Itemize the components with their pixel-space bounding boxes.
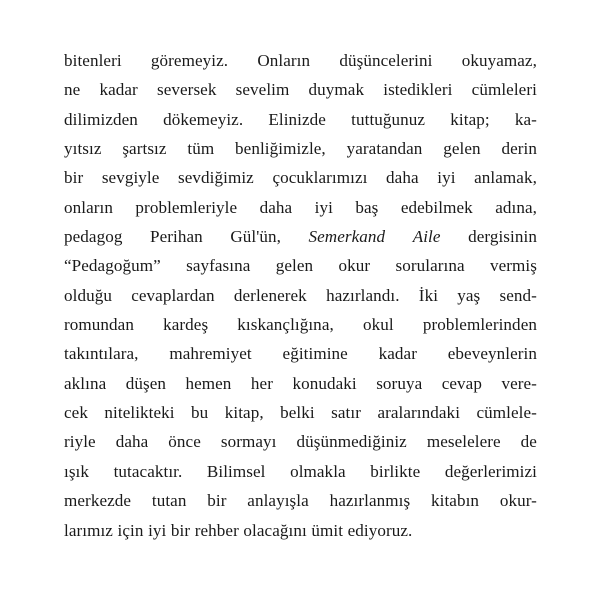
word: tüm	[187, 139, 215, 159]
word: ümit	[311, 520, 344, 540]
text-line	[64, 251, 537, 280]
word: daha	[259, 197, 293, 217]
word: aralarındaki	[377, 403, 461, 423]
text-line	[64, 427, 537, 456]
word: dökemeyiz.	[163, 109, 244, 129]
word: konudaki	[292, 373, 357, 393]
word: anlayışla	[247, 491, 309, 511]
word: ediyoruz.	[347, 520, 413, 540]
word: okul	[362, 315, 394, 335]
word: sevelim	[235, 80, 290, 100]
word: kitap,	[224, 403, 264, 423]
word: duymak	[308, 80, 365, 100]
word: romundan	[64, 315, 134, 335]
word: kadar	[378, 344, 417, 364]
word: tutacaktır.	[113, 461, 183, 481]
word: adına,	[495, 197, 537, 217]
word: belki	[280, 403, 315, 423]
word: Bilimsel	[206, 461, 266, 481]
word: meselelere	[426, 432, 501, 452]
word: kardeş	[163, 315, 209, 335]
word: hemen	[185, 373, 232, 393]
body-paragraph	[64, 46, 537, 545]
word: bir	[170, 520, 191, 540]
text-line	[64, 193, 537, 222]
word: yaratandan	[346, 139, 423, 159]
word: yaş	[457, 285, 481, 305]
word: daha	[386, 168, 419, 188]
word: kitap;	[450, 109, 490, 129]
word: ebeveynlerin	[447, 344, 537, 364]
word: gelen	[275, 256, 314, 276]
word: Perihan	[150, 227, 203, 247]
text-line	[64, 134, 537, 163]
word: riyle	[64, 432, 96, 452]
word: cümleleri	[471, 80, 537, 100]
word: düşüncelerini	[339, 51, 433, 70]
word: “Pedagoğum”	[64, 256, 161, 276]
word: çocuklarımızı	[272, 168, 368, 188]
word: olacağını	[243, 520, 307, 540]
word: kadar	[99, 80, 138, 100]
word: olduğu	[64, 285, 112, 305]
text-line	[64, 105, 537, 134]
word: için	[117, 520, 144, 540]
word: İki	[418, 285, 439, 305]
text-line	[64, 163, 537, 192]
word: send-	[499, 285, 537, 305]
word: eğitimine	[282, 344, 348, 364]
word: derin	[501, 139, 537, 159]
word: dergisinin	[468, 227, 537, 247]
word: problemlerinden	[422, 315, 537, 335]
word: ka-	[514, 109, 537, 129]
word: hazırlandı.	[326, 285, 400, 305]
word: larımız	[64, 520, 113, 540]
word: her	[250, 373, 273, 393]
text-line	[64, 222, 537, 251]
word: şartsız	[122, 139, 167, 159]
word: yıtsız	[64, 139, 102, 159]
word: ışık	[64, 461, 90, 481]
word: Semerkand	[308, 227, 386, 247]
word: anlamak,	[474, 168, 537, 188]
word: okur	[338, 256, 371, 276]
word: Aile	[412, 227, 441, 247]
text-line	[64, 46, 537, 75]
word: tutan	[151, 491, 187, 511]
word: iyi	[437, 168, 456, 188]
word: benliğimizle,	[235, 139, 326, 159]
word: cek	[64, 403, 88, 423]
word: ne	[64, 80, 81, 100]
word: iyi	[148, 520, 167, 540]
word: nitelikteki	[104, 403, 175, 423]
word: hazırlanmış	[329, 491, 411, 511]
word: Gül'ün,	[230, 227, 281, 247]
word: okur-	[499, 491, 537, 511]
word: pedagog	[64, 227, 123, 247]
word: tuttuğunuz	[351, 109, 426, 129]
word: okuyamaz,	[461, 51, 537, 70]
word: kitabın	[431, 491, 480, 511]
word: aklına	[64, 373, 107, 393]
word: onların	[64, 197, 113, 217]
word: de	[520, 432, 537, 452]
text-line	[64, 339, 537, 368]
word: olmakla	[290, 461, 346, 481]
word: bir	[207, 491, 227, 511]
word: vermiş	[489, 256, 537, 276]
word: sormayı	[220, 432, 277, 452]
word: problemleriyle	[135, 197, 238, 217]
word: mahremiyet	[169, 344, 252, 364]
word: edebilmek	[400, 197, 473, 217]
word: sayfasına	[186, 256, 251, 276]
word: vere-	[501, 373, 537, 393]
text-line	[64, 516, 537, 545]
word: bu	[191, 403, 209, 423]
word: seversek	[156, 80, 217, 100]
word: cevaplardan	[131, 285, 215, 305]
word: daha	[115, 432, 149, 452]
word: bitenleri	[64, 51, 122, 70]
word: cevap	[441, 373, 482, 393]
word: dilimizden	[64, 109, 138, 129]
word: merkezde	[64, 491, 132, 511]
word: rehber	[194, 520, 239, 540]
text-line	[64, 486, 537, 515]
text-column	[64, 46, 537, 545]
word: sevdiğimiz	[178, 168, 254, 188]
word: gelen	[443, 139, 481, 159]
word: sevgiyle	[101, 168, 160, 188]
word: istedikleri	[383, 80, 453, 100]
word: soruya	[376, 373, 423, 393]
word: derlenerek	[233, 285, 307, 305]
word: göremeyiz.	[150, 51, 229, 70]
word: satır	[331, 403, 361, 423]
text-line	[64, 457, 537, 486]
text-line	[64, 310, 537, 339]
word: cümlele-	[476, 403, 537, 423]
word: baş	[355, 197, 379, 217]
word: düşen	[125, 373, 166, 393]
word: Onların	[257, 51, 311, 70]
word: sorularına	[395, 256, 465, 276]
word: düşünmediğiniz	[296, 432, 407, 452]
text-line	[64, 369, 537, 398]
word: kıskançlığına,	[237, 315, 334, 335]
word: bir	[64, 168, 84, 188]
word: değerlerimizi	[444, 461, 537, 481]
word: önce	[168, 432, 201, 452]
text-line	[64, 398, 537, 427]
word: Elinizde	[268, 109, 326, 129]
word: takıntılara,	[64, 344, 139, 364]
word: birlikte	[370, 461, 421, 481]
text-line	[64, 75, 537, 104]
text-line	[64, 281, 537, 310]
word: iyi	[314, 197, 333, 217]
